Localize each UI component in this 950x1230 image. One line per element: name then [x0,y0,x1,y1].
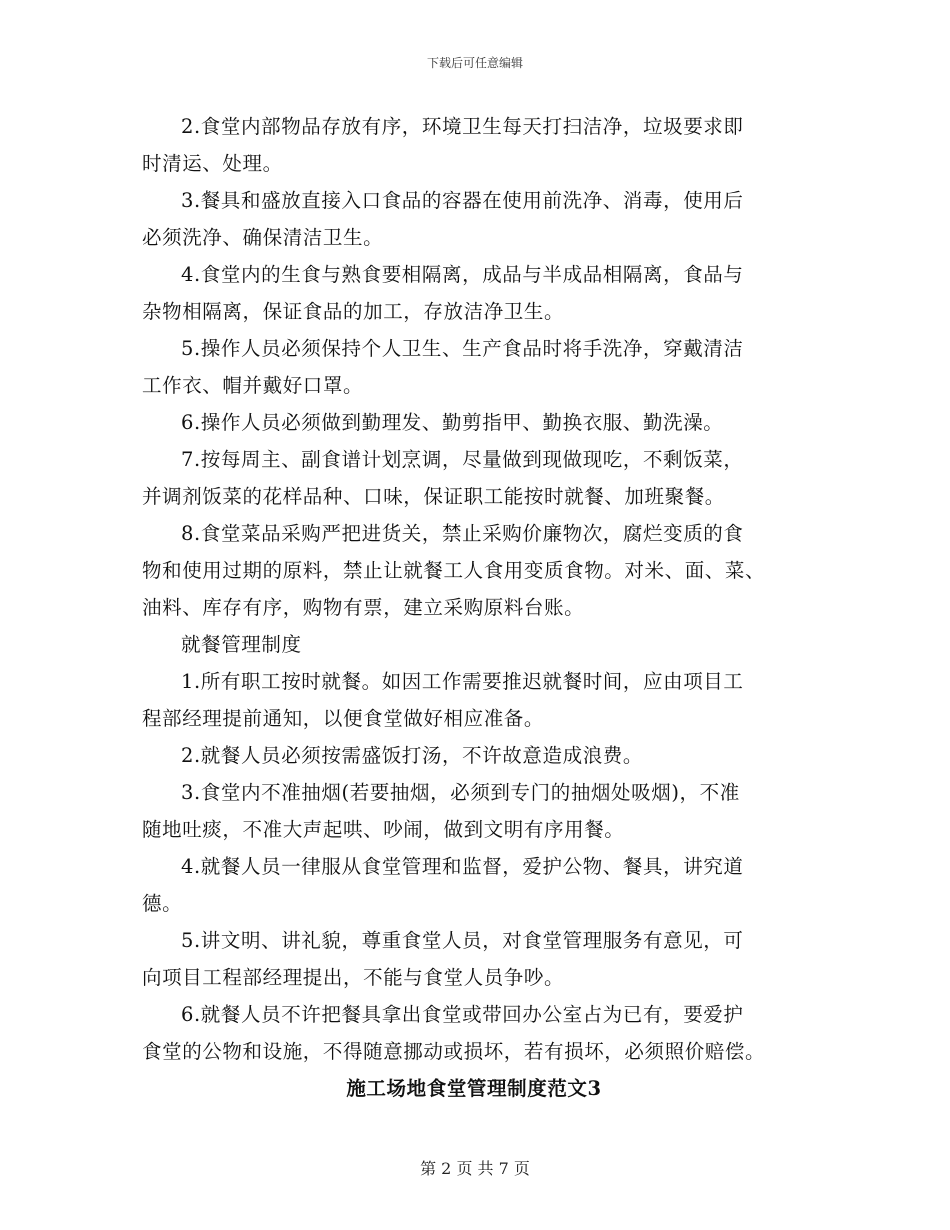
section-title: 就餐管理制度 [181,633,302,656]
rule-paragraph: 6.操作人员必须做到勤理发、勤剪指甲、勤换衣服、勤洗澡。 [181,411,724,434]
rule-paragraph: 5.操作人员必须保持个人卫生、生产食品时将手洗净，穿戴清洁 工作衣、帽并戴好口罩。 [142,337,744,397]
rule-paragraph: 7.按每周主、副食谱计划烹调，尽量做到现做现吃，不剩饭菜， 并调剂饭菜的花样品种、口味，保证职工能按时就餐、加班聚餐。 [142,448,744,508]
dining-rule-paragraph: 1.所有职工按时就餐。如因工作需要推迟就餐时间，应由项目工 程部经理提前通知，以便食堂做好相应准备。 [142,670,744,730]
dining-rule-paragraph: 6.就餐人员不许把餐具拿出食堂或带回办公室占为已有，要爱护 食堂的公物和设施，不得随意挪动或损坏，若有损坏，必须照价赔偿。 [142,1003,766,1063]
rule-paragraph: 3.餐具和盛放直接入口食品的容器在使用前洗净、消毒，使用后 必须洗净、确保清洁卫生。 [142,189,744,249]
dining-rule-paragraph: 4.就餐人员一律服从食堂管理和监督，爱护公物、餐具，讲究道 德。 [142,855,744,915]
rule-paragraph: 8.食堂菜品采购严把进货关，禁止采购价廉物次，腐烂变质的食 物和使用过期的原料，禁止让就餐工人食用变质食物。对米、面、菜、 油料、库存有序，购物有票，建立采购原料台账。 [142,522,766,619]
document-heading: 施工场地食堂管理制度范文3 [346,1077,602,1100]
dining-rule-paragraph: 3.食堂内不准抽烟(若要抽烟，必须到专门的抽烟处吸烟)，不准 随地吐痰，不准大声起哄、吵闹，做到文明有序用餐。 [142,781,740,841]
page-number-footer: 第 2 页 共 7 页 [420,1159,530,1178]
page-header-note: 下载后可任意编辑 [426,56,523,70]
rule-paragraph: 4.食堂内的生食与熟食要相隔离，成品与半成品相隔离，食品与 杂物相隔离，保证食品的加工，存放洁净卫生。 [142,263,744,323]
dining-rule-paragraph: 5.讲文明、讲礼貌，尊重食堂人员，对食堂管理服务有意见，可 向项目工程部经理提出，不能与食堂人员争吵。 [142,929,744,989]
rule-paragraph: 2.食堂内部物品存放有序，环境卫生每天打扫洁净，垃圾要求即 时清运、处理。 [142,115,744,175]
dining-rule-paragraph: 2.就餐人员必须按需盛饭打汤，不许故意造成浪费。 [181,744,644,767]
document-body [142,108,806,1107]
